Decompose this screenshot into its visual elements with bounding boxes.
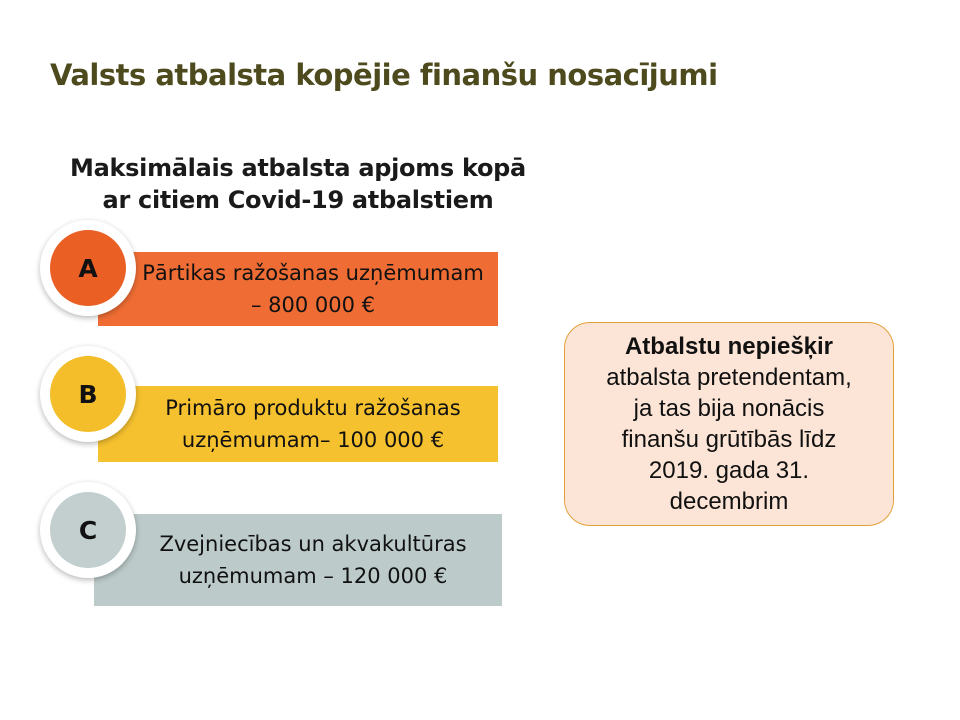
letter-badge-a <box>40 220 136 316</box>
support-bar-a <box>98 252 498 326</box>
support-bar-b-line2: uzņēmumam– 100 000 € <box>181 428 445 452</box>
support-bar-a-line2: – 800 000 € <box>250 293 376 317</box>
support-bar-c-line1: Zvejniecības un akvakultūras <box>159 532 467 556</box>
support-bar-c-line2: uzņēmumam – 120 000 € <box>178 564 448 588</box>
letter-badge-a-label: A <box>50 230 126 306</box>
support-bar-b-line1: Primāro produktu ražošanas <box>165 396 461 420</box>
letter-badge-b <box>40 346 136 442</box>
eligibility-info-box <box>564 322 894 526</box>
letter-badge-b-label: B <box>50 356 126 432</box>
section-heading-line2: ar citiem Covid-19 atbalstiem <box>102 186 494 214</box>
support-bar-b <box>98 386 498 462</box>
support-bar-a-line1: Pārtikas ražošanas uzņēmumam <box>142 261 484 285</box>
info-box-line5: decembrim <box>669 488 789 515</box>
info-box-line4: 2019. gada 31. <box>648 457 810 484</box>
letter-badge-c <box>40 482 136 578</box>
section-heading-line1: Maksimālais atbalsta apjoms kopā <box>70 154 526 182</box>
letter-badge-c-label: C <box>50 492 126 568</box>
slide-title: Valsts atbalsta kopējie finanšu nosacījumi <box>50 58 718 92</box>
info-box-line3: finanšu grūtībās līdz <box>621 426 837 453</box>
section-heading <box>48 152 548 216</box>
support-bar-c <box>94 514 502 606</box>
info-box-line2: ja tas bija nonācis <box>633 395 825 422</box>
info-box-bold: Atbalstu nepiešķir <box>624 333 834 360</box>
info-box-line1: atbalsta pretendentam, <box>606 364 852 391</box>
